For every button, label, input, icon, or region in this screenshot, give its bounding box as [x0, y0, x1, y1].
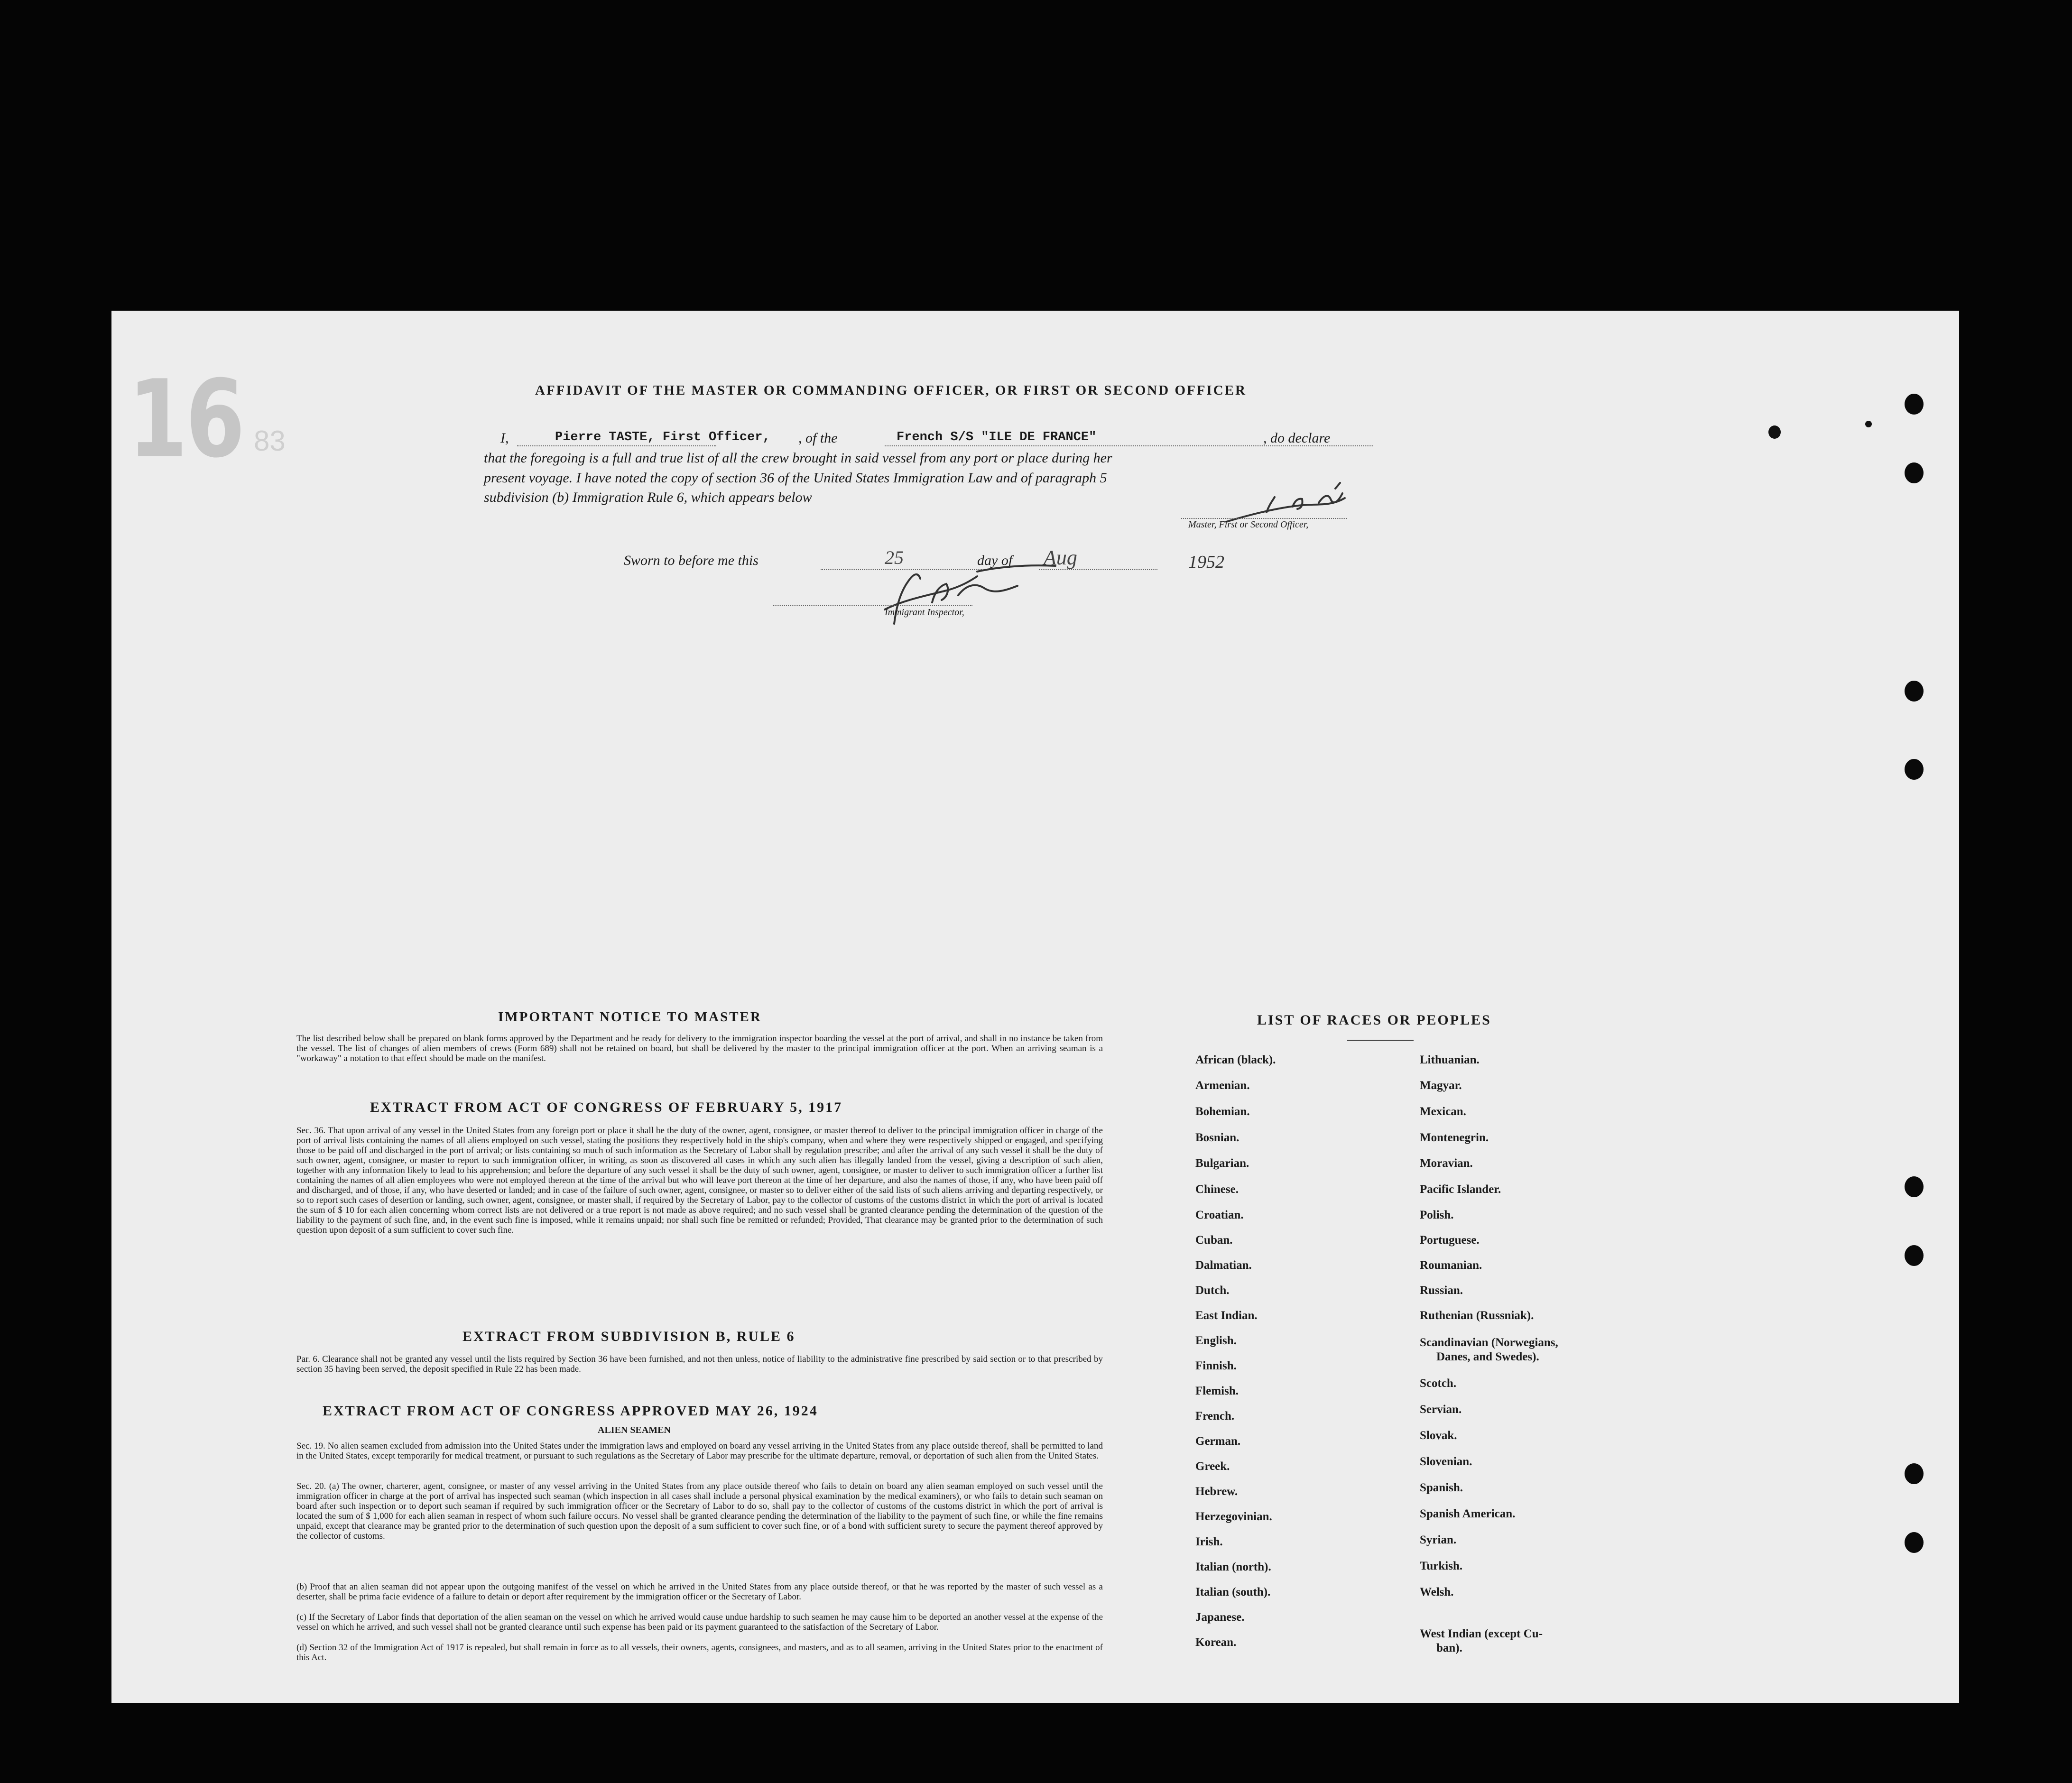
race-item: Bohemian.	[1195, 1105, 1250, 1118]
punch-hole	[1905, 462, 1924, 483]
race-item: Turkish.	[1420, 1560, 1463, 1572]
punch-hole	[1905, 1463, 1924, 1484]
race-item: Lithuanian.	[1420, 1053, 1480, 1066]
race-item: Bosnian.	[1195, 1131, 1240, 1144]
extract3-subtitle: ALIEN SEAMEN	[598, 1425, 671, 1435]
affidavit-of: , of the	[798, 430, 838, 446]
extract2-title: EXTRACT FROM SUBDIVISION B, RULE 6	[462, 1329, 796, 1344]
sworn-year-value: 1952	[1188, 552, 1224, 572]
extract3-sec20a: Sec. 20. (a) The owner, charterer, agent, consignee, or master of any vessel arriving in the United States from any place outside thereof who fails to detain on board any alien seaman employed on such vessel until the immigration officer in charge at the port of arrival has inspected such seaman (which inspection in all cases shall include a personal physical examination by the medical examiners), or who fails to detain such seaman on board after such inspection or to deport such seaman if required by such immigration officer or the Secretary of Labor to do so, shall pay to the collector of customs of the customs district in which the port of arrival is located the sum of $ 1,000 for each alien seaman in respect of whom such failure occurs. No vessel shall be granted clearance pending the determination of the liability to the payment of such fine, or while the fine remains unpaid, except that clearance may be granted prior to the determination of such question upon the deposit of a sum sufficient to cover such fine, or of a bond with sufficient surety to secure the payment thereof approved by the collector of customs.	[296, 1481, 1103, 1541]
race-item: Servian.	[1420, 1403, 1462, 1416]
sworn-text: Sworn to before me this	[624, 553, 758, 568]
punch-hole	[1905, 1245, 1924, 1266]
race-item: ban).	[1436, 1642, 1462, 1654]
vessel-name: French S/S "ILE DE FRANCE"	[897, 430, 1097, 444]
page-number-mark: 16	[128, 357, 243, 482]
officer-signature-line	[1181, 518, 1347, 519]
affidavit-declare: , do declare	[1263, 430, 1331, 446]
race-item: Herzegovinian.	[1195, 1510, 1272, 1523]
extract1-title: EXTRACT FROM ACT OF CONGRESS OF FEBRUARY 5, 1917	[370, 1099, 843, 1115]
sworn-month-value: Aug	[1044, 546, 1077, 569]
race-item: Portuguese.	[1420, 1234, 1480, 1247]
race-item: Dalmatian.	[1195, 1259, 1252, 1272]
race-item: Flemish.	[1195, 1385, 1239, 1397]
race-item: German.	[1195, 1435, 1241, 1448]
race-item: African (black).	[1195, 1053, 1276, 1066]
race-item: Bulgarian.	[1195, 1157, 1249, 1170]
race-item: Danes, and Swedes).	[1436, 1350, 1539, 1363]
extract3-title: EXTRACT FROM ACT OF CONGRESS APPROVED MAY 26, 1924	[323, 1403, 818, 1419]
races-title-underline	[1347, 1040, 1414, 1041]
punch-hole	[1905, 394, 1924, 415]
extract3-sec20c: (c) If the Secretary of Labor finds that deportation of the alien seaman on the vessel on which he arrived would cause undue hardship to such seamen he may cause him to be deported an another vessel at the expense of the vessel on which he arrived, and such vessel shall not be granted clearance until such expense has been paid or its payment guaranteed to the satisfaction of the Secretary of Labor.	[296, 1612, 1103, 1632]
race-item: Scandinavian (Norwegians,	[1420, 1336, 1558, 1349]
race-item: Russian.	[1420, 1284, 1463, 1297]
punch-hole	[1905, 759, 1924, 780]
ghost-mark: 83	[254, 425, 286, 457]
race-item: Italian (north).	[1195, 1561, 1271, 1573]
race-item: Greek.	[1195, 1460, 1230, 1473]
affidavit-title: AFFIDAVIT OF THE MASTER OR COMMANDING OFFICER, OR FIRST OR SECOND OFFICER	[535, 383, 1247, 398]
race-item: Dutch.	[1195, 1284, 1230, 1297]
ink-spot	[1865, 421, 1872, 427]
race-item: Ruthenian (Russniak).	[1420, 1309, 1534, 1322]
inspector-label: Immigrant Inspector,	[885, 607, 964, 618]
race-item: Slovenian.	[1420, 1455, 1472, 1468]
race-item: Slovak.	[1420, 1429, 1457, 1442]
race-item: Magyar.	[1420, 1079, 1462, 1092]
race-item: Pacific Islander.	[1420, 1183, 1501, 1196]
punch-hole	[1905, 681, 1924, 702]
race-item: Polish.	[1420, 1209, 1454, 1221]
officer-name: Pierre TASTE, First Officer,	[555, 430, 770, 444]
race-item: West Indian (except Cu-	[1420, 1627, 1543, 1640]
officer-label: Master, First or Second Officer,	[1188, 519, 1309, 530]
race-item: Finnish.	[1195, 1359, 1237, 1372]
sworn-day-value: 25	[885, 547, 904, 568]
race-item: Korean.	[1195, 1636, 1237, 1649]
sworn-day-of: day of	[977, 553, 1013, 568]
race-item: Irish.	[1195, 1535, 1223, 1548]
race-item: French.	[1195, 1410, 1235, 1423]
race-item: Syrian.	[1420, 1534, 1457, 1546]
affidavit-line1-prefix: I,	[500, 430, 509, 446]
document-page	[111, 311, 1959, 1703]
punch-hole	[1905, 1532, 1924, 1553]
race-item: Montenegrin.	[1420, 1131, 1489, 1144]
extract2-text: Par. 6. Clearance shall not be granted any vessel until the lists required by Section 36 have been furnished, and not then unless, notice of liability to the administrative fine prescribed by said section or to that prescribed by section 35 having been served, the deposit specified in Rule 22 has been made.	[296, 1354, 1103, 1374]
race-item: Chinese.	[1195, 1183, 1239, 1196]
race-item: Japanese.	[1195, 1611, 1245, 1624]
notice-title: IMPORTANT NOTICE TO MASTER	[498, 1009, 762, 1025]
extract3-sec20b: (b) Proof that an alien seaman did not appear upon the outgoing manifest of the vessel on which he arrived in the United States from any place outside thereof, or that he was reported by the master of such vessel as a deserter, shall be prima facie evidence of a failure to detain or deport after requirement by the immigration officer or the Secretary of Labor.	[296, 1582, 1103, 1602]
race-item: East Indian.	[1195, 1309, 1258, 1322]
race-item: Scotch.	[1420, 1377, 1457, 1390]
race-item: Armenian.	[1195, 1079, 1250, 1092]
race-item: Mexican.	[1420, 1105, 1466, 1118]
race-item: Spanish American.	[1420, 1507, 1516, 1520]
inspector-line	[773, 605, 972, 606]
race-item: Croatian.	[1195, 1209, 1244, 1221]
race-item: Roumanian.	[1420, 1259, 1482, 1272]
ink-spot	[1768, 425, 1781, 439]
extract3-sec19: Sec. 19. No alien seamen excluded from admission into the United States under the immigration laws and employed on board any vessel arriving in the United States from any place outside thereof, shall be permitted to land in the United States, except temporarily for medical treatment, or pursuant to such regulations as the Secretary of Labor may prescribe for the ultimate departure, removal, or deportation of such alien from the United States.	[296, 1441, 1103, 1461]
extract1-text: Sec. 36. That upon arrival of any vessel in the United States from any foreign port or place it shall be the duty of the owner, agent, consignee, or master thereof to deliver to the principal immigration officer in charge of the port of arrival lists containing the names of all aliens employed on such vessel, stating the positions they respectively hold in the ship's company, when and where they were respectively shipped or engaged, and specifying those to be paid off and discharged in the port of arrival; or lists containing so much of such information as the Secretary of Labor shall by regulation prescribe; and after the arrival of any such vessel it shall be the duty of such owner, agent, consignee, or master to report to such immigration officer, in writing, as soon as discovered all cases in which any such alien has illegally landed from the vessel, giving a description of such alien, together with any information likely to lead to his apprehension; and before the departure of any such vessel it shall be the duty of such owner, agent, consignee, or master to deliver to such immigration officer a further list containing the names of all alien employees who were not employed thereon at the time of the arrival but who will leave port thereon at the time of her departure, and also the names of those, if any, who have been paid off and discharged, and of those, if any, who have deserted or landed; and in case of the failure of such owner, agent, consignee, or master so to deliver either of the said lists of such aliens arriving and departing respectively, or so to report such cases of desertion or landing, such owner, agent, consignee, or master shall, if required by the Secretary of Labor, pay to the collector of customs of the customs district in which the port of arrival is located the sum of $ 10 for each alien concerning whom correct lists are not delivered or a true report is not made as above required; and no such vessel shall be granted clearance pending the determination of the question of the liability to the payment of such fine, and, in the event such fine is imposed, while it remains unpaid; nor shall such fine be remitted or refunded; Provided, That clearance may be granted prior to the determination of such question upon deposit of a sum sufficient to cover such fine.	[296, 1126, 1103, 1235]
extract3-sec20d: (d) Section 32 of the Immigration Act of 1917 is repealed, but shall remain in force as to all vessels, their owners, agents, consignees, and masters, and as to all seamen, arriving in the United States prior to the enactment of this Act.	[296, 1643, 1103, 1663]
races-title: LIST OF RACES OR PEOPLES	[1257, 1012, 1491, 1028]
punch-hole	[1905, 1176, 1924, 1197]
race-item: Hebrew.	[1195, 1485, 1238, 1498]
race-item: English.	[1195, 1334, 1237, 1347]
race-item: Welsh.	[1420, 1586, 1454, 1598]
affidavit-line3: present voyage. I have noted the copy of section 36 of the United States Immigration Law and of paragraph 5	[484, 470, 1107, 486]
affidavit-line4: subdivision (b) Immigration Rule 6, which appears below	[484, 490, 812, 505]
race-item: Cuban.	[1195, 1234, 1233, 1247]
race-item: Moravian.	[1420, 1157, 1473, 1170]
notice-paragraph: The list described below shall be prepared on blank forms approved by the Department and be ready for delivery to the immigration inspector boarding the vessel at the port of arrival, and shall in no instance be taken from the vessel. The list of changes of alien members of crews (Form 689) shall not be retained on board, but shall be delivered by the master to the principal immigration officer at the port. When an arriving seaman is a "workaway" a notation to that effect should be made on the manifest.	[296, 1034, 1103, 1063]
race-item: Spanish.	[1420, 1481, 1463, 1494]
affidavit-line2: that the foregoing is a full and true list of all the crew brought in said vessel from any port or place during her	[484, 450, 1112, 466]
race-item: Italian (south).	[1195, 1586, 1271, 1598]
name-line	[517, 445, 716, 446]
